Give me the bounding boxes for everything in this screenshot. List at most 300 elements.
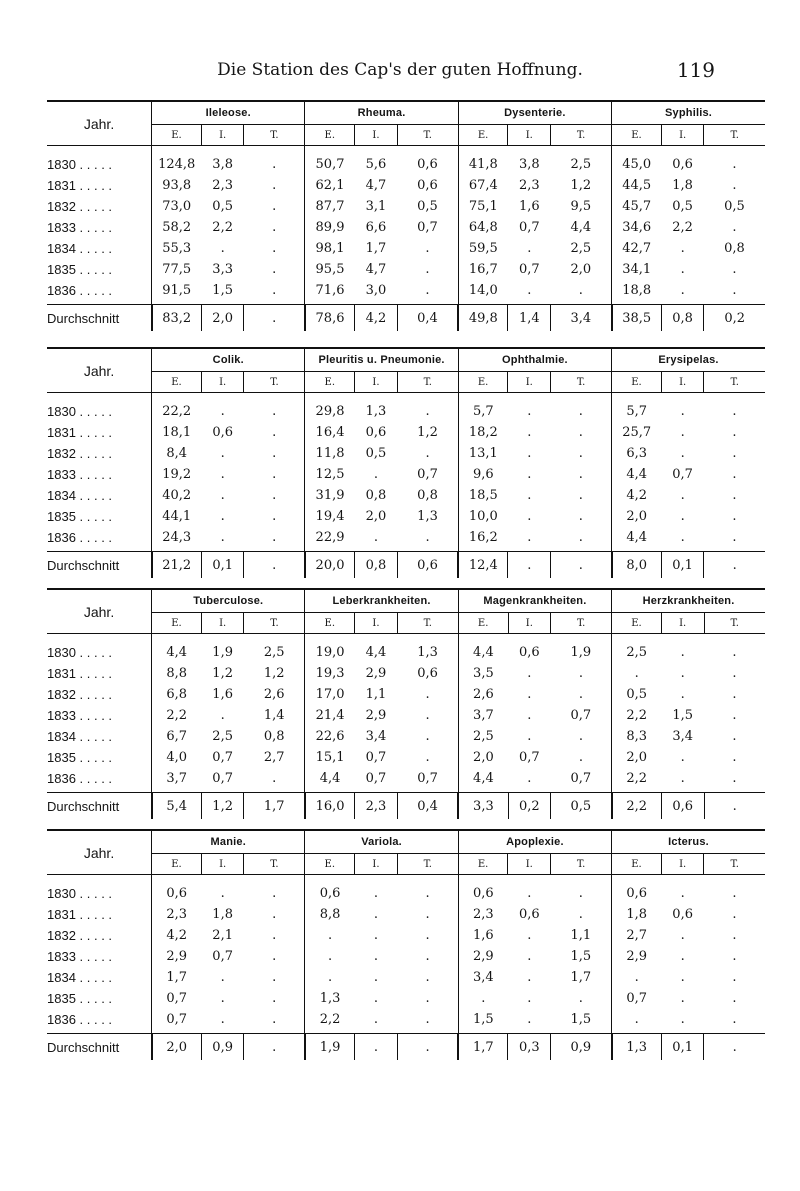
value-cell: 1,4 — [263, 708, 285, 723]
year-cell: 1833 . . . . . — [47, 467, 113, 482]
value-cell: . — [527, 404, 532, 419]
value-cell: . — [272, 771, 277, 786]
value-cell: 1,2 — [570, 178, 592, 193]
subcolumn-header-e: E. — [305, 372, 355, 393]
table-row — [47, 393, 765, 423]
value-cell: . — [732, 729, 737, 744]
average-cell: 2,3 — [355, 793, 398, 820]
value-cell: . — [373, 949, 379, 964]
year-column-header: Jahr. — [47, 830, 152, 875]
value-cell: . — [732, 488, 737, 503]
subcolumn-header-i: I. — [508, 125, 551, 146]
subcolumn-header-e: E. — [612, 125, 662, 146]
average-cell: . — [704, 552, 765, 579]
value-cell: 13,1 — [458, 443, 508, 464]
value-cell: 95,5 — [305, 259, 355, 280]
value-cell: . — [272, 241, 277, 256]
value-cell: 1,9 — [570, 645, 592, 660]
table-row — [47, 946, 765, 967]
subcolumn-header-i: I. — [201, 125, 244, 146]
subcolumn-header-t: T. — [244, 125, 305, 146]
value-cell: . — [732, 530, 737, 545]
value-cell: 19,0 — [305, 634, 355, 664]
value-cell: 2,3 — [152, 904, 202, 925]
subheader-row — [47, 854, 765, 875]
value-cell: 1,3 — [305, 988, 355, 1009]
value-cell: . — [680, 970, 685, 985]
value-cell: . — [425, 928, 430, 943]
value-cell: . — [272, 970, 277, 985]
value-cell: 0,6 — [417, 157, 438, 172]
value-cell: 17,0 — [305, 684, 355, 705]
value-cell: . — [272, 886, 277, 901]
average-cell: 2,0 — [201, 305, 244, 332]
value-cell: 44,1 — [152, 506, 202, 527]
value-cell: . — [578, 687, 583, 702]
value-cell: 0,7 — [365, 771, 387, 786]
value-cell: 22,6 — [305, 726, 355, 747]
subcolumn-header-t: T. — [397, 613, 458, 634]
table-row — [47, 238, 765, 259]
value-cell: . — [578, 283, 583, 298]
value-cell: 0,7 — [417, 467, 438, 482]
value-cell: . — [732, 157, 737, 172]
subcolumn-header-e: E. — [305, 613, 355, 634]
value-cell: 0,6 — [518, 645, 540, 660]
table-row — [47, 904, 765, 925]
value-cell: 1,7 — [152, 967, 202, 988]
average-label: Durchschnitt — [47, 793, 152, 820]
statistics-table — [47, 347, 765, 578]
value-cell: 2,0 — [365, 509, 387, 524]
value-cell: 19,2 — [152, 464, 202, 485]
disease-header: Erysipelas. — [612, 348, 765, 372]
value-cell: . — [527, 425, 532, 440]
value-cell: . — [373, 1012, 379, 1027]
subcolumn-header-e: E. — [458, 854, 508, 875]
average-cell: 5,4 — [152, 793, 202, 820]
value-cell: 0,6 — [417, 666, 438, 681]
value-cell: 11,8 — [305, 443, 355, 464]
running-title: Die Station des Cap's der guten Hoffnung. — [217, 60, 583, 80]
value-cell: 1,5 — [458, 1009, 508, 1034]
page-number: 119 — [676, 58, 715, 82]
value-cell: . — [680, 886, 685, 901]
subheader-row — [47, 613, 765, 634]
value-cell: 4,7 — [365, 178, 387, 193]
value-cell: 71,6 — [305, 280, 355, 305]
value-cell: . — [272, 404, 277, 419]
value-cell: 1,1 — [570, 928, 592, 943]
subcolumn-header-t: T. — [704, 613, 765, 634]
subcolumn-header-e: E. — [612, 613, 662, 634]
value-cell: 0,8 — [724, 241, 745, 256]
value-cell: . — [220, 970, 225, 985]
disease-header: Pleuritis u. Pneumonie. — [305, 348, 458, 372]
value-cell: . — [272, 283, 277, 298]
average-cell: 1,7 — [244, 793, 305, 820]
table-row — [47, 684, 765, 705]
average-cell: 1,3 — [612, 1034, 662, 1061]
value-cell: 3,8 — [518, 157, 540, 172]
value-cell: 1,2 — [417, 425, 438, 440]
subcolumn-header-i: I. — [355, 125, 398, 146]
value-cell: 0,6 — [458, 875, 508, 905]
value-cell: . — [680, 1012, 685, 1027]
average-cell: 0,5 — [551, 793, 612, 820]
value-cell: 1,8 — [612, 904, 662, 925]
value-cell: 2,7 — [263, 750, 285, 765]
average-cell: 0,8 — [355, 552, 398, 579]
value-cell: 1,7 — [365, 241, 387, 256]
value-cell: 3,7 — [458, 705, 508, 726]
year-cell: 1835 . . . . . — [47, 991, 113, 1006]
statistics-table — [47, 829, 765, 1060]
value-cell: 0,5 — [724, 199, 745, 214]
value-cell: . — [272, 509, 277, 524]
value-cell: 2,9 — [458, 946, 508, 967]
average-cell: 4,2 — [355, 305, 398, 332]
value-cell: . — [527, 241, 532, 256]
value-cell: . — [527, 283, 532, 298]
value-cell: 16,2 — [458, 527, 508, 552]
disease-header: Ileleose. — [152, 101, 305, 125]
subcolumn-header-e: E. — [612, 372, 662, 393]
year-cell: 1831 . . . . . — [47, 666, 113, 681]
value-cell: 64,8 — [458, 217, 508, 238]
subcolumn-header-i: I. — [661, 372, 704, 393]
table-row — [47, 726, 765, 747]
value-cell: 2,0 — [458, 747, 508, 768]
value-cell: . — [732, 907, 737, 922]
value-cell: 77,5 — [152, 259, 202, 280]
average-cell: 83,2 — [152, 305, 202, 332]
value-cell: . — [425, 729, 430, 744]
average-label: Durchschnitt — [47, 1034, 152, 1061]
value-cell: . — [527, 1012, 532, 1027]
value-cell: . — [272, 928, 277, 943]
subcolumn-header-i: I. — [661, 854, 704, 875]
value-cell: . — [272, 530, 277, 545]
average-cell: 0,1 — [201, 552, 244, 579]
value-cell: . — [527, 530, 532, 545]
value-cell: 34,6 — [612, 217, 662, 238]
subcolumn-header-e: E. — [458, 613, 508, 634]
value-cell: . — [272, 907, 277, 922]
value-cell: 0,5 — [212, 199, 233, 214]
value-cell: 0,5 — [612, 684, 662, 705]
value-cell: . — [272, 220, 277, 235]
value-cell: 4,4 — [458, 768, 508, 793]
subcolumn-header-i: I. — [661, 613, 704, 634]
disease-header: Rheuma. — [305, 101, 458, 125]
value-cell: . — [578, 404, 583, 419]
average-cell: . — [244, 1034, 305, 1061]
value-cell: 0,7 — [365, 750, 387, 765]
year-cell: 1834 . . . . . — [47, 729, 113, 744]
value-cell: . — [527, 991, 532, 1006]
value-cell: 5,6 — [365, 157, 387, 172]
average-cell: 0,6 — [397, 552, 458, 579]
subcolumn-header-i: I. — [661, 125, 704, 146]
subcolumn-header-e: E. — [152, 372, 202, 393]
table-row — [47, 925, 765, 946]
value-cell: . — [732, 283, 737, 298]
value-cell: . — [305, 946, 355, 967]
average-cell: 49,8 — [458, 305, 508, 332]
value-cell: 4,0 — [152, 747, 202, 768]
value-cell: 0,7 — [570, 771, 592, 786]
value-cell: 4,4 — [458, 634, 508, 664]
year-cell: 1834 . . . . . — [47, 970, 113, 985]
table-row — [47, 485, 765, 506]
table-row — [47, 259, 765, 280]
value-cell: . — [373, 907, 379, 922]
disease-header: Leberkrankheiten. — [305, 589, 458, 613]
value-cell: . — [732, 928, 737, 943]
table-row — [47, 747, 765, 768]
value-cell: 1,2 — [263, 666, 285, 681]
value-cell: 1,7 — [570, 970, 592, 985]
value-cell: . — [425, 949, 430, 964]
value-cell: . — [527, 729, 532, 744]
value-cell: 2,2 — [212, 220, 233, 235]
value-cell: . — [732, 750, 737, 765]
value-cell: . — [578, 750, 583, 765]
value-cell: . — [272, 1012, 277, 1027]
value-cell: 2,9 — [152, 946, 202, 967]
year-cell: 1833 . . . . . — [47, 708, 113, 723]
disease-header-row — [47, 830, 765, 854]
value-cell: 1,1 — [365, 687, 387, 702]
value-cell: . — [373, 530, 379, 545]
year-cell: 1836 . . . . . — [47, 530, 113, 545]
value-cell: 3,8 — [212, 157, 233, 172]
value-cell: 0,5 — [672, 199, 693, 214]
value-cell: . — [425, 1012, 430, 1027]
value-cell: 15,1 — [305, 747, 355, 768]
subcolumn-header-t: T. — [704, 372, 765, 393]
value-cell: 0,8 — [417, 488, 438, 503]
average-cell: 0,2 — [508, 793, 551, 820]
disease-header: Apoplexie. — [458, 830, 611, 854]
table-row — [47, 196, 765, 217]
value-cell: 4,7 — [365, 262, 387, 277]
value-cell: . — [680, 687, 685, 702]
value-cell: 4,4 — [612, 464, 662, 485]
table-row — [47, 875, 765, 905]
value-cell: 2,6 — [263, 687, 285, 702]
subcolumn-header-i: I. — [201, 372, 244, 393]
value-cell: . — [680, 425, 685, 440]
subcolumn-header-e: E. — [152, 613, 202, 634]
value-cell: . — [732, 886, 737, 901]
value-cell: 1,5 — [672, 708, 694, 723]
value-cell: . — [732, 771, 737, 786]
value-cell: 91,5 — [152, 280, 202, 305]
value-cell: . — [373, 886, 379, 901]
value-cell: 1,3 — [417, 645, 438, 660]
value-cell: . — [680, 488, 685, 503]
subcolumn-header-t: T. — [704, 125, 765, 146]
value-cell: 2,1 — [212, 928, 233, 943]
table-row — [47, 175, 765, 196]
average-cell: 21,2 — [152, 552, 202, 579]
value-cell: 62,1 — [305, 175, 355, 196]
average-cell: 16,0 — [305, 793, 355, 820]
year-cell: 1832 . . . . . — [47, 687, 113, 702]
disease-header: Syphilis. — [612, 101, 765, 125]
year-column-header: Jahr. — [47, 589, 152, 634]
value-cell: 29,8 — [305, 393, 355, 423]
value-cell: . — [732, 687, 737, 702]
value-cell: . — [578, 446, 583, 461]
value-cell: 3,4 — [458, 967, 508, 988]
year-cell: 1831 . . . . . — [47, 178, 113, 193]
value-cell: 42,7 — [612, 238, 662, 259]
average-label: Durchschnitt — [47, 552, 152, 579]
disease-header-row — [47, 348, 765, 372]
value-cell: . — [680, 404, 685, 419]
value-cell: . — [732, 509, 737, 524]
value-cell: 0,7 — [518, 220, 540, 235]
value-cell: . — [732, 949, 737, 964]
value-cell: 4,4 — [365, 645, 387, 660]
value-cell: . — [458, 988, 508, 1009]
value-cell: . — [732, 262, 737, 277]
value-cell: 0,6 — [612, 875, 662, 905]
value-cell: . — [220, 404, 225, 419]
value-cell: . — [612, 1009, 662, 1034]
value-cell: 45,0 — [612, 146, 662, 176]
running-head — [0, 58, 800, 84]
year-cell: 1835 . . . . . — [47, 750, 113, 765]
year-cell: 1830 . . . . . — [47, 157, 113, 172]
value-cell: . — [272, 446, 277, 461]
average-cell: 1,4 — [508, 305, 551, 332]
value-cell: 2,3 — [518, 178, 540, 193]
average-cell: 3,3 — [458, 793, 508, 820]
value-cell: . — [527, 509, 532, 524]
value-cell: 3,5 — [458, 663, 508, 684]
value-cell: . — [425, 446, 430, 461]
value-cell: 31,9 — [305, 485, 355, 506]
value-cell: 75,1 — [458, 196, 508, 217]
value-cell: . — [732, 404, 737, 419]
value-cell: . — [272, 488, 277, 503]
value-cell: 8,3 — [612, 726, 662, 747]
value-cell: . — [220, 886, 225, 901]
value-cell: 2,0 — [612, 506, 662, 527]
value-cell: 6,3 — [612, 443, 662, 464]
year-cell: 1835 . . . . . — [47, 509, 113, 524]
value-cell: 89,9 — [305, 217, 355, 238]
table-row — [47, 443, 765, 464]
value-cell: . — [612, 663, 662, 684]
value-cell: 0,7 — [570, 708, 592, 723]
value-cell: . — [527, 771, 532, 786]
value-cell: . — [220, 446, 225, 461]
year-cell: 1830 . . . . . — [47, 404, 113, 419]
subcolumn-header-e: E. — [305, 125, 355, 146]
year-cell: 1830 . . . . . — [47, 886, 113, 901]
value-cell: 3,7 — [152, 768, 202, 793]
year-cell: 1832 . . . . . — [47, 446, 113, 461]
value-cell: 67,4 — [458, 175, 508, 196]
value-cell: 4,2 — [612, 485, 662, 506]
value-cell: . — [425, 404, 430, 419]
value-cell: 1,6 — [518, 199, 540, 214]
value-cell: . — [425, 530, 430, 545]
value-cell: 22,9 — [305, 527, 355, 552]
table-row — [47, 506, 765, 527]
subcolumn-header-t: T. — [244, 613, 305, 634]
year-column-header: Jahr. — [47, 348, 152, 393]
disease-header: Icterus. — [612, 830, 765, 854]
value-cell: 14,0 — [458, 280, 508, 305]
value-cell: . — [527, 687, 532, 702]
subcolumn-header-e: E. — [458, 372, 508, 393]
value-cell: 2,2 — [612, 768, 662, 793]
average-cell: 1,2 — [201, 793, 244, 820]
value-cell: 124,8 — [152, 146, 202, 176]
average-cell: 8,0 — [612, 552, 662, 579]
average-cell: . — [397, 1034, 458, 1061]
value-cell: 4,4 — [152, 634, 202, 664]
average-cell: 0,9 — [551, 1034, 612, 1061]
value-cell: . — [680, 509, 685, 524]
value-cell: 2,9 — [365, 708, 387, 723]
statistics-table — [47, 100, 765, 331]
value-cell: . — [578, 729, 583, 744]
table-row — [47, 634, 765, 664]
subcolumn-header-t: T. — [244, 854, 305, 875]
table-block-2 — [47, 347, 765, 578]
value-cell: . — [527, 446, 532, 461]
value-cell: 1,5 — [570, 949, 592, 964]
value-cell: 2,0 — [570, 262, 592, 277]
value-cell: 0,7 — [212, 949, 233, 964]
value-cell: 3,0 — [365, 283, 387, 298]
subcolumn-header-i: I. — [508, 372, 551, 393]
value-cell: 1,6 — [212, 687, 233, 702]
disease-header: Dysenterie. — [458, 101, 611, 125]
value-cell: 12,5 — [305, 464, 355, 485]
value-cell: 0,6 — [417, 178, 438, 193]
value-cell: . — [425, 687, 430, 702]
value-cell: . — [305, 925, 355, 946]
value-cell: . — [732, 446, 737, 461]
value-cell: 73,0 — [152, 196, 202, 217]
subcolumn-header-t: T. — [244, 372, 305, 393]
subcolumn-header-t: T. — [704, 854, 765, 875]
subcolumn-header-t: T. — [551, 613, 612, 634]
subcolumn-header-e: E. — [305, 854, 355, 875]
value-cell: . — [425, 708, 430, 723]
value-cell: 9,5 — [570, 199, 592, 214]
value-cell: . — [220, 467, 225, 482]
value-cell: . — [732, 467, 737, 482]
average-cell: 0,4 — [397, 793, 458, 820]
value-cell: . — [373, 467, 379, 482]
value-cell: 55,3 — [152, 238, 202, 259]
subcolumn-header-t: T. — [551, 372, 612, 393]
value-cell: . — [220, 241, 225, 256]
value-cell: . — [272, 199, 277, 214]
value-cell: . — [527, 488, 532, 503]
value-cell: 93,8 — [152, 175, 202, 196]
value-cell: 0,6 — [365, 425, 387, 440]
